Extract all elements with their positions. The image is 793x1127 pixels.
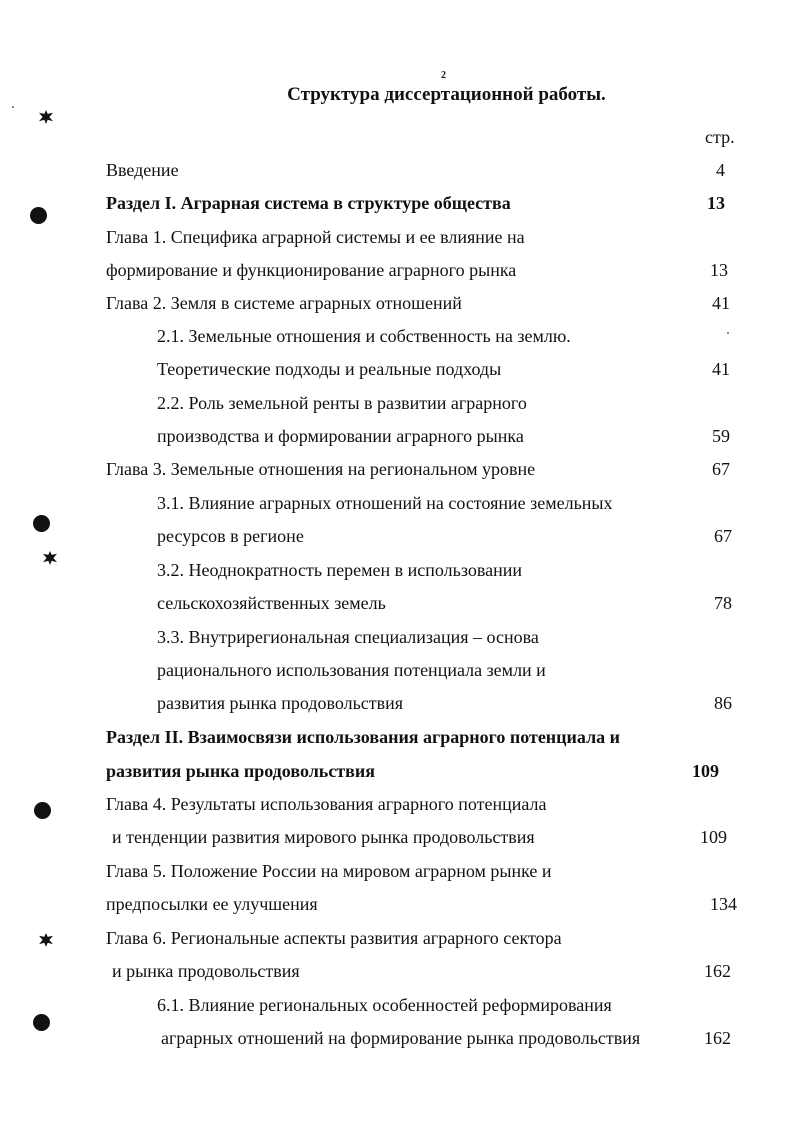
toc-sub-2-2-line-1: 2.2. Роль земельной ренты в развитии аграрного	[157, 393, 527, 413]
toc-entry-introduction: Введение	[106, 160, 179, 180]
toc-page-chapter-3: 67	[712, 459, 730, 479]
binder-hole-icon	[33, 515, 50, 532]
toc-page-sub-3-1: 67	[714, 526, 732, 546]
toc-page-sub-2-1: 41	[712, 359, 730, 379]
toc-sub-6-1-line-2: аграрных отношений на формирование рынка продовольствия	[161, 1028, 641, 1048]
binder-hole-icon	[33, 1014, 50, 1031]
toc-page-section-2: 109	[692, 761, 719, 781]
toc-page-chapter-1: 13	[710, 260, 728, 280]
toc-chapter-4-line-1: Глава 4. Результаты использования аграрного потенциала	[106, 794, 547, 814]
toc-sub-3-1-line-2: ресурсов в регионе	[157, 526, 304, 546]
toc-section-1: Раздел I. Аграрная система в структуре общества	[106, 193, 511, 213]
toc-sub-2-1-line-1: 2.1. Земельные отношения и собственность на землю.	[157, 326, 571, 346]
toc-section-2-line-2: развития рынка продовольствия	[106, 761, 375, 781]
toc-page-chapter-2: 41	[712, 293, 730, 313]
binder-hole-icon	[34, 802, 51, 819]
toc-sub-3-2-line-2: сельскохозяйственных земель	[157, 593, 386, 613]
toc-chapter-5-line-2: предпосылки ее улучшения	[106, 894, 318, 914]
scan-speck-icon	[12, 106, 14, 108]
toc-sub-3-1-line-1: 3.1. Влияние аграрных отношений на состояние земельных	[157, 493, 613, 513]
toc-chapter-4-line-2: и тенденции развития мирового рынка продовольствия	[112, 827, 535, 847]
toc-sub-6-1-line-1: 6.1. Влияние региональных особенностей реформирования	[157, 995, 612, 1015]
page-number: 2	[441, 70, 446, 81]
binder-hole-icon	[30, 207, 47, 224]
toc-page-chapter-6: 162	[704, 961, 731, 981]
toc-chapter-2: Глава 2. Земля в системе аграрных отношений	[106, 293, 462, 313]
toc-section-2-line-1: Раздел II. Взаимосвязи использования аграрного потенциала и	[106, 727, 621, 747]
ink-blot-icon	[43, 551, 57, 565]
ink-blot-icon	[39, 933, 53, 947]
toc-page-chapter-5: 134	[710, 894, 737, 914]
toc-page-section-1: 13	[707, 193, 725, 213]
toc-chapter-3: Глава 3. Земельные отношения на региональном уровне	[106, 459, 536, 479]
toc-chapter-6-line-2: и рынка продовольствия	[112, 961, 300, 981]
toc-sub-2-2-line-2: производства и формировании аграрного рынка	[157, 426, 524, 446]
page-column-header: стр.	[705, 127, 735, 147]
toc-chapter-1-line-1: Глава 1. Специфика аграрной системы и ее влияние на	[106, 227, 525, 247]
toc-chapter-6-line-1: Глава 6. Региональные аспекты развития аграрного сектора	[106, 928, 562, 948]
toc-sub-3-2-line-1: 3.2. Неоднократность перемен в использовании	[157, 560, 523, 580]
toc-page-introduction: 4	[716, 160, 725, 180]
ink-blot-icon	[39, 110, 53, 124]
toc-page-sub-2-2: 59	[712, 426, 730, 446]
toc-page-sub-6-1: 162	[704, 1028, 731, 1048]
toc-sub-3-3-line-1: 3.3. Внутрирегиональная специализация – основа	[157, 627, 539, 647]
toc-sub-2-1-line-2: Теоретические подходы и реальные подходы	[157, 359, 502, 379]
scan-speck-icon	[727, 332, 729, 334]
page-title: Структура диссертационной работы.	[287, 84, 606, 105]
toc-chapter-1-line-2: формирование и функционирование аграрного рынка	[106, 260, 517, 280]
toc-page-chapter-4: 109	[700, 827, 727, 847]
toc-page-sub-3-3: 86	[714, 693, 732, 713]
toc-chapter-5-line-1: Глава 5. Положение России на мировом аграрном рынке и	[106, 861, 552, 881]
toc-sub-3-3-line-2: рационального использования потенциала земли и	[157, 660, 546, 680]
toc-sub-3-3-line-3: развития рынка продовольствия	[157, 693, 404, 713]
toc-page-sub-3-2: 78	[714, 593, 732, 613]
